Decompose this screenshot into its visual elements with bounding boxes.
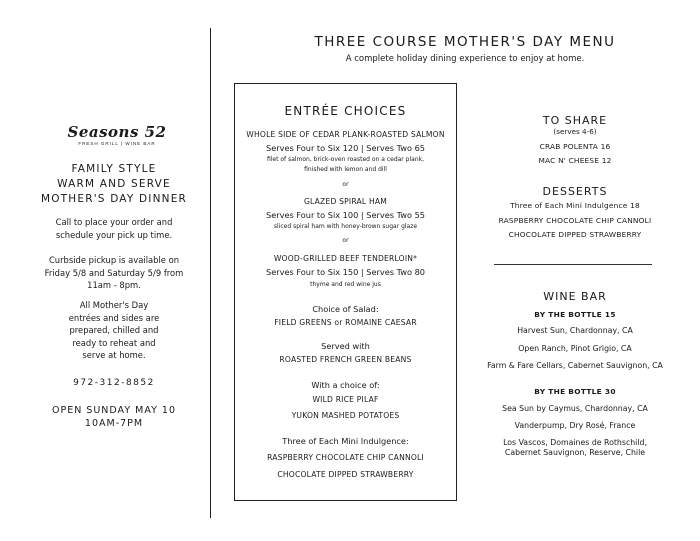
desc-line: finished with lemon and dill (304, 166, 387, 173)
desserts-sub: Three of Each Mini Indulgence 18 (510, 201, 640, 210)
page-title: THREE COURSE MOTHER'S DAY MENU (314, 34, 616, 50)
entree-item-desc: sliced spiral ham with honey-brown sugar glaze (273, 223, 418, 230)
text-line: OPEN SUNDAY MAY 10 (51, 405, 177, 416)
open-hours (34, 404, 194, 430)
wine-item: Harvest Sun, Chardonnay, CA (517, 326, 633, 335)
phone-number[interactable]: 972-312-8852 (73, 378, 155, 388)
entree-heading: ENTRÉE CHOICES (284, 104, 407, 118)
text-line: entrées and sides are (68, 312, 160, 323)
heading-line: WARM AND SERVE (57, 178, 171, 190)
choice-item: YUKON MASHED POTATOES (291, 411, 400, 420)
bottle-30-label: BY THE BOTTLE 30 (534, 387, 616, 396)
wine-line: Los Vascos, Domaines de Rothschild, (503, 438, 647, 447)
to-share-heading: TO SHARE (542, 114, 608, 127)
indulgence-item: RASPBERRY CHOCOLATE CHIP CANNOLI (267, 453, 424, 462)
wine-item: Open Ranch, Pinot Grigio, CA (518, 344, 632, 353)
dessert-item: CHOCOLATE DIPPED STRAWBERRY (508, 230, 642, 239)
family-style-heading (34, 162, 194, 207)
text-line: prepared, chilled and (69, 325, 159, 335)
entree-item-desc: thyme and red wine jus (310, 281, 381, 288)
or-separator: or (342, 181, 349, 188)
entree-item-name: GLAZED SPIRAL HAM (303, 197, 388, 206)
salad-label: Choice of Salad: (312, 304, 379, 314)
text-line: schedule your pick up time. (55, 229, 173, 240)
to-share-item: MAC N' CHEESE 12 (538, 156, 612, 165)
served-with-label: Served with (321, 341, 370, 351)
to-share-item: CRAB POLENTA 16 (539, 142, 611, 151)
wine-bar-heading: WINE BAR (543, 290, 607, 303)
wine-item: Sea Sun by Caymus, Chardonnay, CA (502, 404, 648, 413)
text-line: Call to place your order and (55, 217, 173, 227)
call-instructions (29, 216, 199, 241)
or-separator: or (342, 237, 349, 244)
desc-line: filet of salmon, brick-oven roasted on a cedar plank, (266, 156, 425, 163)
page-subtitle: A complete holiday dining experience to enjoy at home. (345, 54, 585, 64)
text-line: 11am - 8pm. (87, 280, 141, 290)
indulgence-item: CHOCOLATE DIPPED STRAWBERRY (277, 470, 414, 479)
entree-item-name: WHOLE SIDE OF CEDAR PLANK-ROASTED SALMON (246, 130, 445, 139)
logo-tagline: FRESH GRILL | WINE BAR (78, 141, 156, 146)
dessert-item: RASPBERRY CHOCOLATE CHIP CANNOLI (498, 216, 652, 225)
logo-brand: Seasons 52 (67, 123, 167, 141)
text-line: ready to reheat and (72, 337, 156, 348)
wine-line: Cabernet Sauvignon, Reserve, Chile (504, 448, 646, 457)
bottle-15-label: BY THE BOTTLE 15 (534, 310, 616, 319)
text-line: serve at home. (82, 350, 146, 360)
seasons52-logo (67, 124, 167, 146)
text-line: Friday 5/8 and Saturday 5/9 from (44, 267, 184, 278)
heading-line: MOTHER'S DAY DINNER (40, 193, 188, 205)
choice-item: WILD RICE PILAF (312, 395, 379, 404)
wine-item: Vanderpump, Dry Rosé, France (514, 421, 636, 430)
entree-item-serves: Serves Four to Six 100 | Serves Two 55 (266, 210, 425, 220)
text-line: Curbside pickup is available on (48, 255, 180, 265)
entrees-note (29, 299, 199, 362)
salad-options: FIELD GREENS or ROMAINE CAESAR (274, 318, 417, 327)
text-line: 10AM-7PM (84, 418, 144, 429)
entree-item-desc (234, 155, 457, 175)
desserts-heading: DESSERTS (542, 185, 608, 198)
wine-item (490, 438, 660, 458)
curbside-info (29, 254, 199, 292)
entree-item-serves: Serves Four to Six 120 | Serves Two 65 (266, 143, 425, 153)
text-line: All Mother's Day (79, 300, 149, 310)
served-with-item: ROASTED FRENCH GREEN BEANS (279, 355, 412, 364)
right-divider (494, 264, 652, 265)
indulgence-label: Three of Each Mini Indulgence: (282, 436, 409, 446)
heading-line: FAMILY STYLE (71, 163, 157, 175)
choice-label: With a choice of: (311, 380, 380, 390)
to-share-sub: (serves 4-6) (553, 127, 597, 136)
wine-item: Farm & Fare Cellars, Cabernet Sauvignon, CA (487, 361, 663, 370)
entree-item-name: WOOD-GRILLED BEEF TENDERLOIN* (273, 254, 418, 263)
entree-item-serves: Serves Four to Six 150 | Serves Two 80 (266, 267, 425, 277)
column-divider (210, 28, 211, 518)
